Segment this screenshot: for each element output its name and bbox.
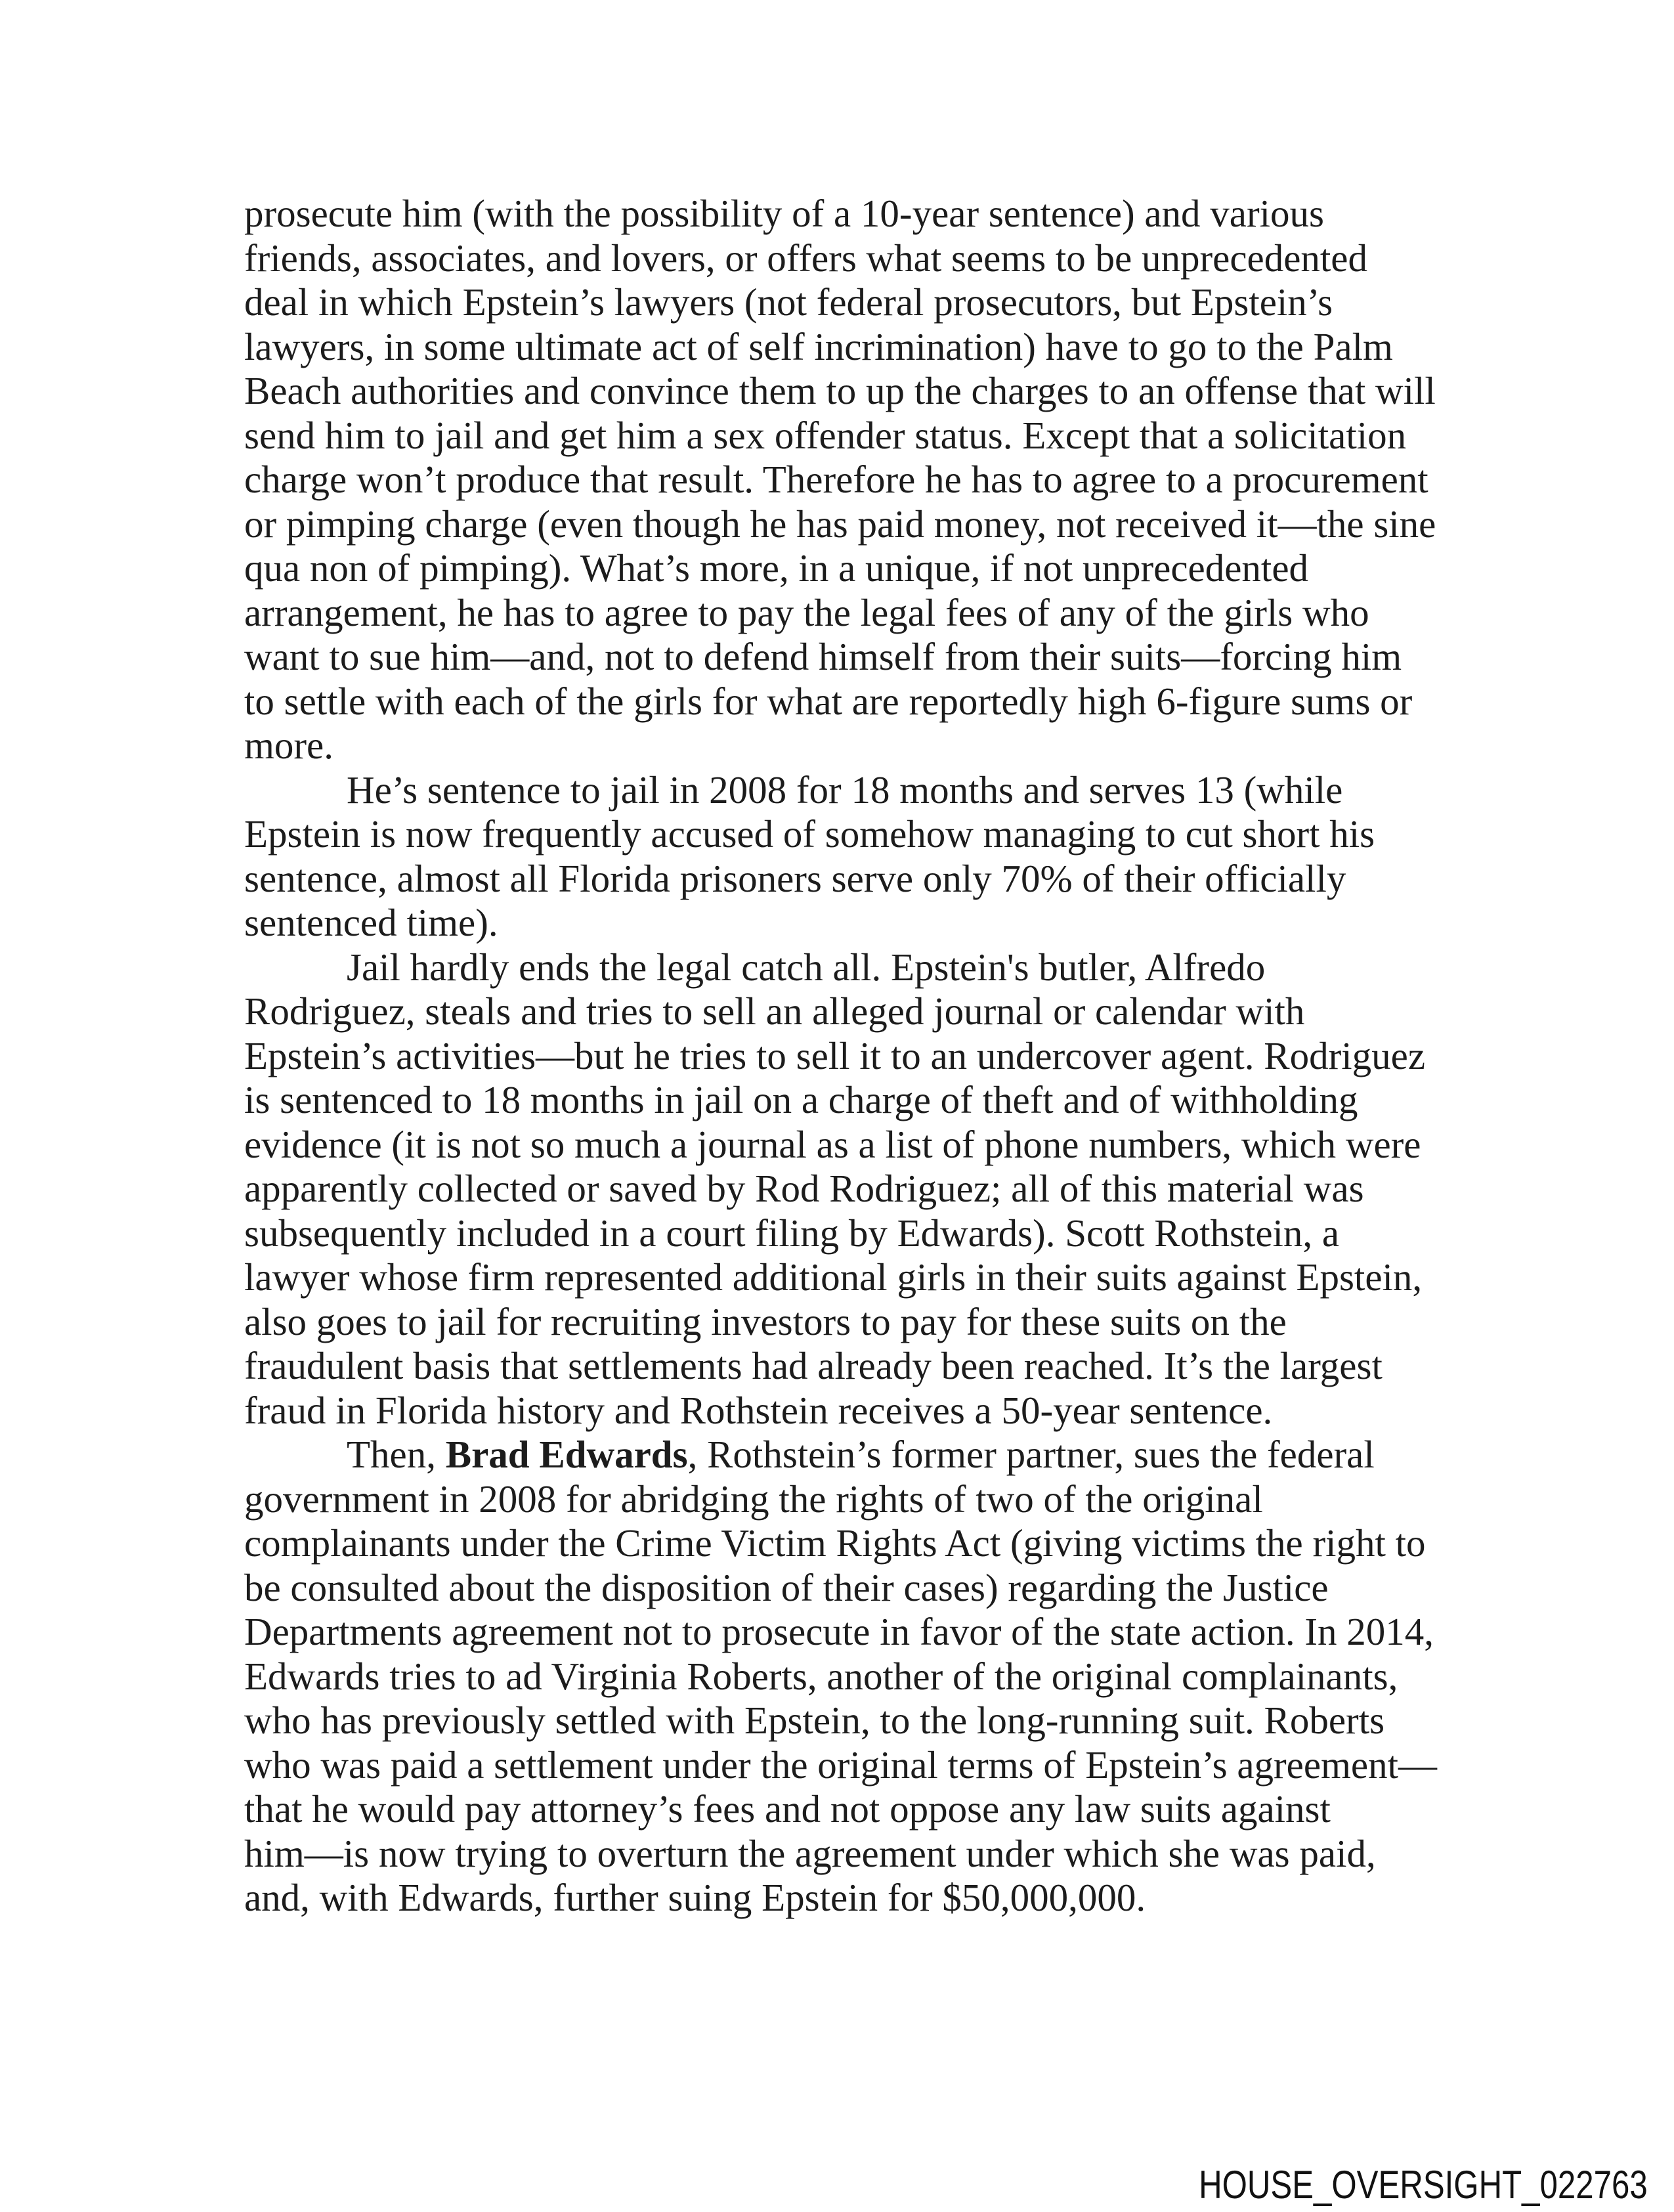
text-line: deal in which Epstein’s lawyers (not federal prosecutors, but Epstein’s xyxy=(244,280,1333,324)
text-line: who was paid a settlement under the original terms of Epstein’s agreement— xyxy=(244,1743,1438,1787)
text-line: Edwards tries to ad Virginia Roberts, another of the original complainants, xyxy=(244,1654,1398,1698)
text-line: fraudulent basis that settlements had already been reached. It’s the largest xyxy=(244,1344,1383,1387)
text-line: him—is now trying to overturn the agreement under which she was paid, xyxy=(244,1831,1376,1875)
paragraph xyxy=(244,945,1492,1433)
text-line: be consulted about the disposition of their cases) regarding the Justice xyxy=(244,1565,1329,1609)
text-line: that he would pay attorney’s fees and not oppose any law suits against xyxy=(244,1787,1331,1831)
text-line: evidence (it is not so much a journal as a list of phone numbers, which were xyxy=(244,1122,1421,1166)
bold-name: Brad Edwards xyxy=(445,1433,688,1476)
text-line: arrangement, he has to agree to pay the legal fees of any of the girls who xyxy=(244,590,1369,634)
paragraph xyxy=(244,1433,1492,1920)
text-line: also goes to jail for recruiting investors to pay for these suits on the xyxy=(244,1299,1287,1343)
text-line: sentenced time). xyxy=(244,901,498,944)
text-line: apparently collected or saved by Rod Rodriguez; all of this material was xyxy=(244,1167,1364,1210)
text-line: Epstein’s activities—but he tries to sell it to an undercover agent. Rodriguez xyxy=(244,1033,1426,1077)
text-line: Then, Brad Edwards, Rothstein’s former partner, sues the federal xyxy=(347,1433,1375,1476)
text-line: qua non of pimping). What’s more, in a unique, if not unprecedented xyxy=(244,546,1309,590)
text-line: He’s sentence to jail in 2008 for 18 months and serves 13 (while xyxy=(347,768,1343,812)
text-line: subsequently included in a court filing by Edwards). Scott Rothstein, a xyxy=(244,1211,1340,1255)
text-line: to settle with each of the girls for what are reportedly high 6-figure sums or xyxy=(244,679,1413,723)
text-line: friends, associates, and lovers, or offers what seems to be unprecedented xyxy=(244,236,1367,280)
text-line: fraud in Florida history and Rothstein receives a 50-year sentence. xyxy=(244,1388,1273,1432)
text-line: Jail hardly ends the legal catch all. Epstein's butler, Alfredo xyxy=(347,945,1266,989)
text-line: Beach authorities and convince them to up the charges to an offense that will xyxy=(244,369,1436,412)
paragraph xyxy=(244,192,1492,768)
text-line: is sentenced to 18 months in jail on a charge of theft and of withholding xyxy=(244,1078,1358,1121)
text-line: Rodriguez, steals and tries to sell an alleged journal or calendar with xyxy=(244,989,1305,1033)
text-line: complainants under the Crime Victim Rights Act (giving victims the right to xyxy=(244,1521,1426,1565)
text-line: prosecute him (with the possibility of a 10-year sentence) and various xyxy=(244,192,1324,235)
text-line: Epstein is now frequently accused of somehow managing to cut short his xyxy=(244,812,1375,856)
paragraph xyxy=(244,768,1492,945)
text-line: or pimping charge (even though he has paid money, not received it—the sine xyxy=(244,502,1436,546)
text-line: send him to jail and get him a sex offender status. Except that a solicitation xyxy=(244,413,1407,457)
text-line: more. xyxy=(244,724,333,767)
text-line: Departments agreement not to prosecute in favor of the state action. In 2014, xyxy=(244,1610,1434,1653)
text-line: who has previously settled with Epstein, to the long-running suit. Roberts xyxy=(244,1699,1385,1742)
text-line: lawyers, in some ultimate act of self incrimination) have to go to the Palm xyxy=(244,324,1393,368)
text-line: lawyer whose firm represented additional girls in their suits against Epstein, xyxy=(244,1255,1423,1299)
body-text xyxy=(244,192,1492,1920)
bates-number: HOUSE_OVERSIGHT_022763 xyxy=(1199,2163,1648,2207)
text-line: sentence, almost all Florida prisoners serve only 70% of their officially xyxy=(244,856,1346,900)
text-line: charge won’t produce that result. Therefore he has to agree to a procurement xyxy=(244,458,1428,501)
text-line: want to sue him—and, not to defend himself from their suits—forcing him xyxy=(244,635,1402,678)
text-line: government in 2008 for abridging the rights of two of the original xyxy=(244,1477,1263,1521)
text-line: and, with Edwards, further suing Epstein for $50,000,000. xyxy=(244,1876,1146,1919)
